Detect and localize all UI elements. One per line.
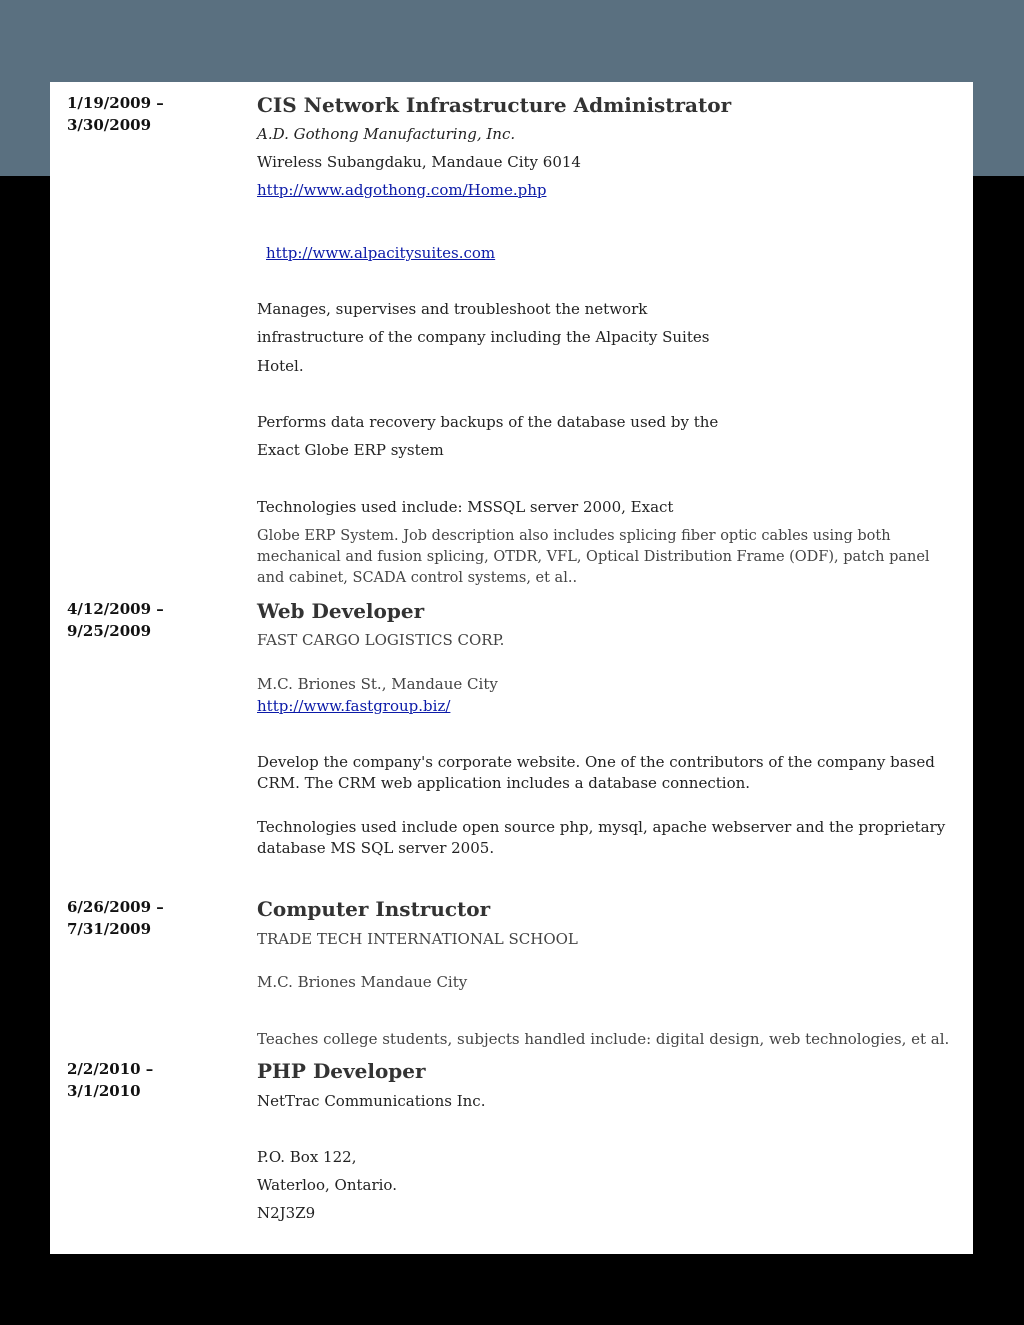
job-title: PHP Developer xyxy=(257,1059,426,1083)
description-line: mechanical and fusion splicing, OTDR, VFL, Optical Distribution Frame (ODF), patch panel xyxy=(257,549,930,565)
address-line: P.O. Box 122, xyxy=(257,1148,357,1166)
date-start: 6/26/2009 – xyxy=(67,898,164,916)
company-address: M.C. Briones Mandaue City xyxy=(257,973,468,991)
address-line: N2J3Z9 xyxy=(257,1204,316,1222)
description-line: Develop the company's corporate website. One of the contributors of the company based xyxy=(257,753,935,771)
company-link[interactable]: http://www.fastgroup.biz/ xyxy=(257,697,451,715)
description-line: database MS SQL server 2005. xyxy=(257,839,495,857)
company-name: FAST CARGO LOGISTICS CORP. xyxy=(257,631,505,649)
company-name: A.D. Gothong Manufacturing, Inc. xyxy=(257,125,516,143)
company-link[interactable]: http://www.adgothong.com/Home.php xyxy=(257,181,547,199)
company-address: Wireless Subangdaku, Mandaue City 6014 xyxy=(257,153,581,171)
company-address: M.C. Briones St., Mandaue City xyxy=(257,675,498,693)
job-date xyxy=(67,598,217,642)
job-date xyxy=(67,1058,217,1102)
job-title: CIS Network Infrastructure Administrator xyxy=(257,93,732,117)
resume-page xyxy=(50,82,973,1254)
description-line: Exact Globe ERP system xyxy=(257,441,444,459)
job-title: Computer Instructor xyxy=(257,897,491,921)
date-start: 2/2/2010 – xyxy=(67,1060,154,1078)
description-line: CRM. The CRM web application includes a database connection. xyxy=(257,774,751,792)
description-line: Hotel. xyxy=(257,357,304,375)
company-name: TRADE TECH INTERNATIONAL SCHOOL xyxy=(257,930,578,948)
description-line: infrastructure of the company including the Alpacity Suites xyxy=(257,328,710,346)
hotel-link[interactable]: http://www.alpacitysuites.com xyxy=(266,244,496,262)
description-line: Performs data recovery backups of the database used by the xyxy=(257,413,719,431)
date-end: 9/25/2009 xyxy=(67,622,152,640)
job-title: Web Developer xyxy=(257,599,425,623)
description-line: Teaches college students, subjects handled include: digital design, web technologies, et al. xyxy=(257,1030,950,1048)
description-line: Technologies used include: MSSQL server 2000, Exact xyxy=(257,498,674,516)
description-line: Globe ERP System. Job description also includes splicing fiber optic cables using both xyxy=(257,528,891,544)
company-name: NetTrac Communications Inc. xyxy=(257,1092,486,1110)
date-end: 7/31/2009 xyxy=(67,920,152,938)
date-start: 4/12/2009 – xyxy=(67,600,164,618)
date-end: 3/30/2009 xyxy=(67,116,152,134)
date-end: 3/1/2010 xyxy=(67,1082,141,1100)
description-line: Technologies used include open source php, mysql, apache webserver and the proprietary xyxy=(257,818,946,836)
job-date xyxy=(67,896,217,940)
address-line: Waterloo, Ontario. xyxy=(257,1176,397,1194)
description-line: and cabinet, SCADA control systems, et al.. xyxy=(257,570,578,586)
date-start: 1/19/2009 – xyxy=(67,94,164,112)
description-line: Manages, supervises and troubleshoot the network xyxy=(257,300,648,318)
job-date xyxy=(67,92,217,136)
